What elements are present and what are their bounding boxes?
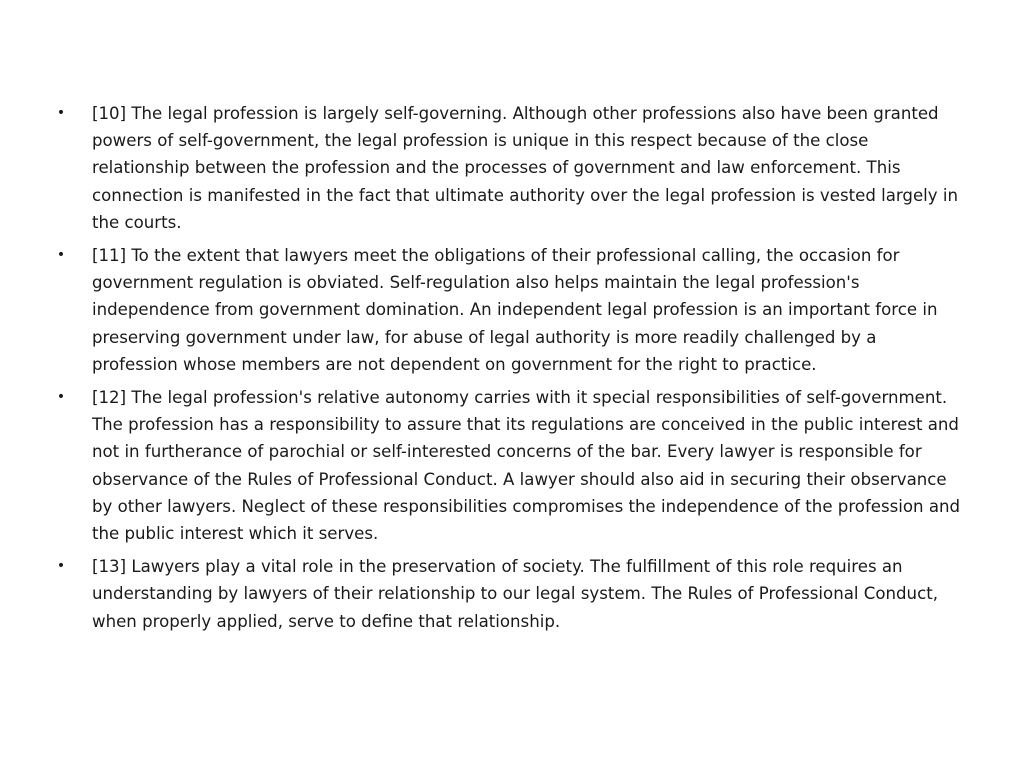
bullet-dot-icon: • bbox=[56, 247, 66, 264]
bullet-text: [12] The legal profession's relative autonomy carries with it special responsibilities of self-government. The profession has a responsibility to assure that its regulations are conceived in the public interest and not in furtherance of parochial or self-interested concerns of the bar. Every lawyer is responsible for observance of the Rules of Professional Conduct. A lawyer should also aid in securing their observance by other lawyers. Neglect of these responsibilities compromises the independence of the profession and the public interest which it serves. bbox=[92, 388, 961, 544]
bullet-text: [13] Lawyers play a vital role in the preservation of society. The fulfillment of this role requires an understanding by lawyers of their relationship to our legal system. The Rules of Professional Conduct, when properly applied, serve to define that relationship. bbox=[92, 557, 938, 631]
bullet-list bbox=[54, 100, 964, 641]
bullet-dot-icon: • bbox=[56, 105, 66, 121]
bullet-dot-icon: • bbox=[56, 558, 66, 575]
bullet-item-10 bbox=[54, 100, 964, 236]
bullet-dot-icon: • bbox=[56, 389, 66, 406]
bullet-item-12 bbox=[54, 384, 964, 547]
bullet-text: [11] To the extent that lawyers meet the obligations of their professional calling, the occasion for government regulation is obviated. Self-regulation also helps maintain the legal profession's independence from government domination. An independent legal profession is an important force in preserving government under law, for abuse of legal authority is more readily challenged by a profession whose members are not dependent on government for the right to practice. bbox=[92, 246, 938, 374]
bullet-item-11 bbox=[54, 242, 964, 378]
bullet-text: [10] The legal profession is largely self-governing. Although other professions also have been granted powers of self-government, the legal profession is unique in this respect because of the close relationship between the profession and the processes of government and law enforcement. This connection is manifested in the fact that ultimate authority over the legal profession is vested largely in the courts. bbox=[92, 104, 959, 232]
bullet-item-13 bbox=[54, 553, 964, 635]
